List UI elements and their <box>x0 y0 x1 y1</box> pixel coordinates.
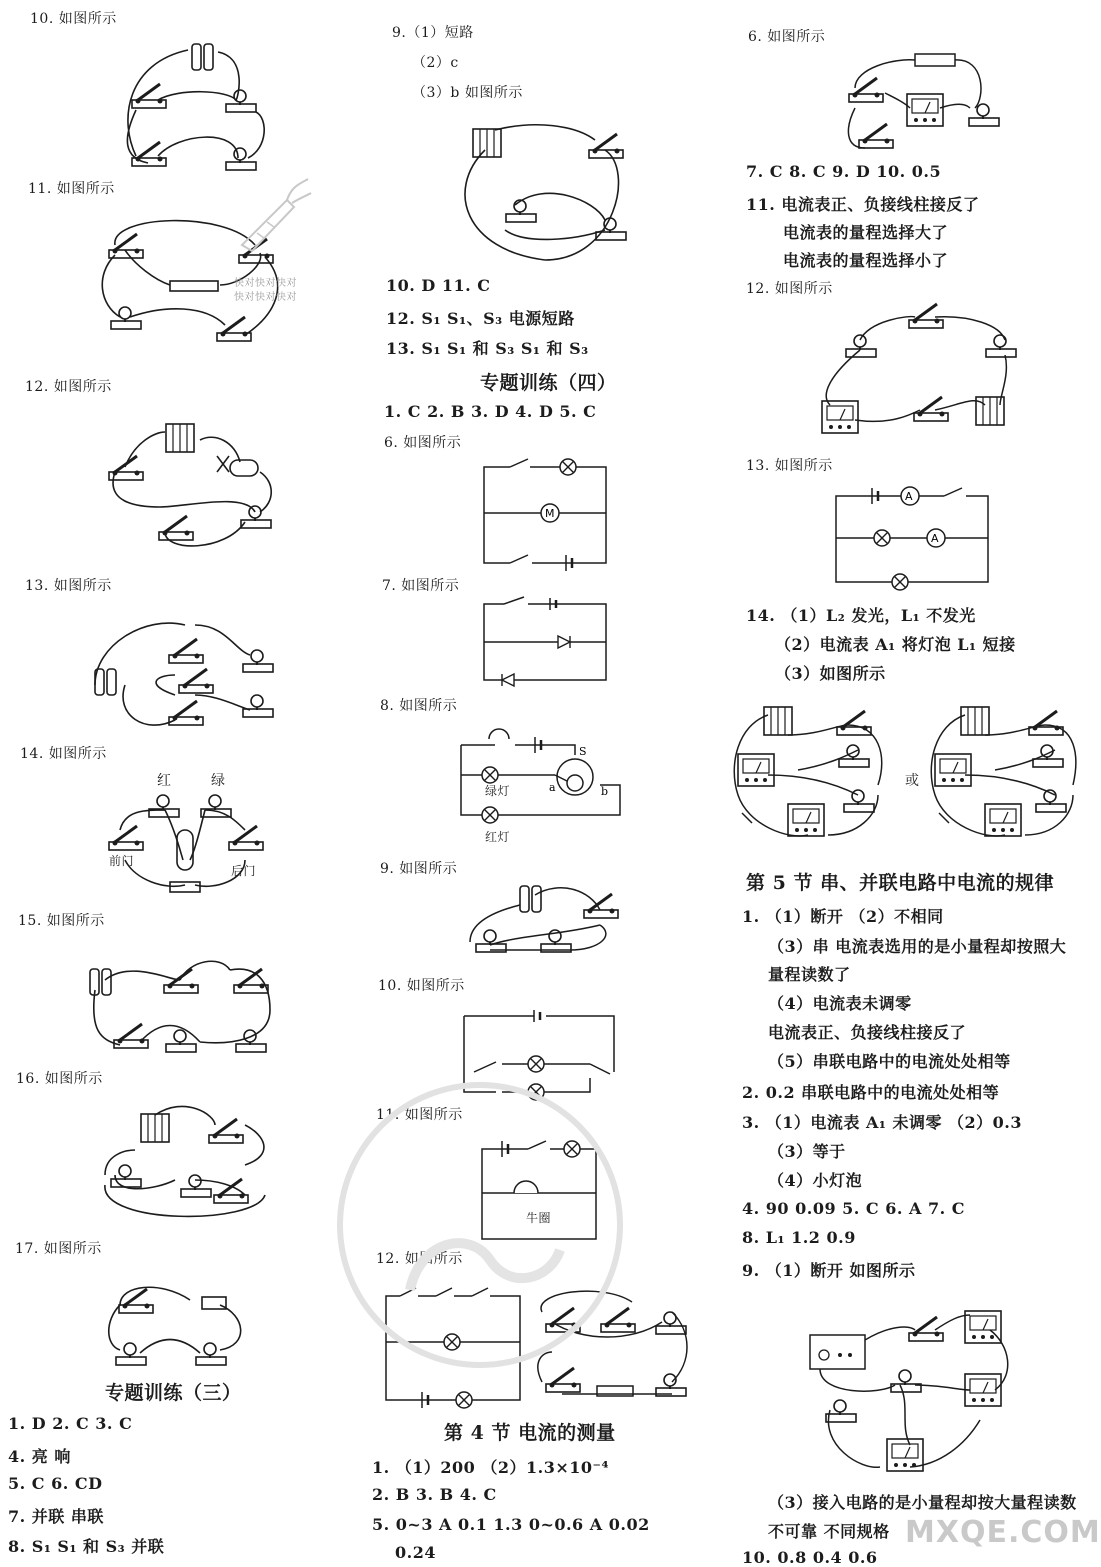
figure-practice4-q6-diagram <box>480 455 610 570</box>
fig14-back-door-label: 后门 <box>231 864 257 878</box>
col3-answers-7-10: 7. C 8. C 9. D 10. 0.5 <box>746 162 942 181</box>
q9-part2: （2）c <box>412 55 459 71</box>
practice4-q9: 9. 如图所示 <box>380 861 458 877</box>
practice4-q7: 7. 如图所示 <box>382 578 460 594</box>
fig8-red-lamp-label: 红灯 <box>485 830 511 844</box>
sec5-answer-9-part3: （3）接入电路的是小量程却按大量程读数 <box>768 1493 1077 1512</box>
sec5-answer-1d: （4）电流表未调零 <box>768 994 912 1013</box>
fig14-red-label: 红 <box>157 773 172 789</box>
watermark-carrot-icon <box>232 175 312 255</box>
section-title-practice-4: 专题训练（四） <box>480 372 617 394</box>
fig11-cattle-pen-label: 牛圈 <box>526 1211 552 1225</box>
question-16-label: 16. 如图所示 <box>16 1071 103 1087</box>
sec5-answer-9-part3-cont: 不可靠 不同规格 <box>768 1522 890 1541</box>
question-10-label: 10. 如图所示 <box>30 11 117 27</box>
answer-4: 4. 亮 响 <box>8 1447 71 1466</box>
sec5-answer-1b: （3）串 电流表选用的是小量程却按照大 <box>768 937 1067 956</box>
svg-text:a: a <box>549 781 556 794</box>
answer-7: 7. 并联 串联 <box>8 1507 104 1526</box>
figure-q10-circuit <box>118 38 278 170</box>
sec5-answers-4-7: 4. 90 0.09 5. C 6. A 7. C <box>742 1199 965 1218</box>
sec4-answers-2-4: 2. B 3. B 4. C <box>372 1485 497 1504</box>
figure-col3-q6-circuit <box>835 48 1005 153</box>
practice4-q10: 10. 如图所示 <box>378 978 465 994</box>
practice4-answers-1-5: 1. C 2. B 3. D 4. D 5. C <box>384 402 597 421</box>
watermark-site-text: MXQE.COM <box>905 1515 1101 1550</box>
col3-answer-11a: 11. 电流表正、负接线柱接反了 <box>746 195 980 214</box>
col3-answer-14b: （2）电流表 A₁ 将灯泡 L₁ 短接 <box>775 635 1016 654</box>
q9-part1: 9.（1）短路 <box>392 25 474 41</box>
figure-q14-circuit <box>95 770 275 900</box>
answers-5-6: 5. C 6. CD <box>8 1474 103 1493</box>
question-17-label: 17. 如图所示 <box>15 1241 102 1257</box>
figure-q12-circuit <box>95 412 285 562</box>
sec5-answer-1c: 量程读数了 <box>768 965 851 984</box>
col3-answer-14c: （3）如图所示 <box>775 664 886 683</box>
answers-1-3: 1. D 2. C 3. C <box>8 1414 133 1433</box>
figure-q17-circuit <box>100 1275 260 1370</box>
sec5-answer-3a: 3. （1）电流表 A₁ 未调零 （2）0.3 <box>742 1113 1023 1132</box>
question-13-label: 13. 如图所示 <box>25 578 112 594</box>
figure-q16-circuit <box>95 1095 285 1225</box>
col3-question-6-label: 6. 如图所示 <box>748 29 826 45</box>
answer-8: 8. S₁ S₁ 和 S₃ 并联 <box>8 1537 165 1556</box>
q9-part3: （3）b 如图所示 <box>412 85 523 101</box>
figure-sec5-q9-circuit <box>800 1295 1025 1485</box>
figure-practice4-q8-diagram <box>455 725 630 850</box>
fig8-green-lamp-label: 绿灯 <box>485 784 511 798</box>
svg-text:A: A <box>905 490 913 503</box>
figure-practice4-q7-diagram <box>480 598 610 686</box>
sec5-answer-10: 10. 0.8 0.4 0.6 <box>742 1548 878 1567</box>
sec5-answer-9: 9. （1）断开 如图所示 <box>742 1261 916 1280</box>
figure-practice4-q9-circuit <box>460 880 620 955</box>
fig14-front-door-label: 前门 <box>109 854 135 868</box>
question-14-label: 14. 如图所示 <box>20 746 107 762</box>
watermark-stamp-text-2: 快对快对快对 <box>234 292 297 303</box>
figure-col3-q14-circuit-b <box>925 695 1080 855</box>
figure-col3-q14-circuit-a <box>728 695 893 855</box>
sec5-answer-3c: （4）小灯泡 <box>768 1171 863 1190</box>
practice4-q8: 8. 如图所示 <box>380 698 458 714</box>
answer-12: 12. S₁ S₁、S₃ 电源短路 <box>386 309 575 328</box>
figure-q13-circuit <box>85 605 285 735</box>
sec5-answer-1e: 电流表正、负接线柱接反了 <box>768 1023 967 1042</box>
col3-question-13-label: 13. 如图所示 <box>746 458 833 474</box>
svg-text:b: b <box>601 785 609 798</box>
fig14-green-label: 绿 <box>211 773 226 789</box>
question-11-label: 11. 如图所示 <box>28 181 115 197</box>
practice4-q6: 6. 如图所示 <box>384 435 462 451</box>
sec5-answer-8: 8. L₁ 1.2 0.9 <box>742 1228 856 1247</box>
figure-q9-circuit <box>445 110 635 270</box>
question-15-label: 15. 如图所示 <box>18 913 105 929</box>
section-title-5-current-rules: 第 5 节 串、并联电路中电流的规律 <box>746 872 1055 894</box>
svg-text:M: M <box>545 507 555 520</box>
practice4-q12: 12. 如图所示 <box>376 1251 463 1267</box>
figure-col3-q13-diagram <box>832 482 992 590</box>
col3-answer-11b: 电流表的量程选择大了 <box>783 223 949 242</box>
watermark-circle-stamp <box>330 1060 630 1390</box>
col3-answer-14a: 14. （1）L₂ 发光，L₁ 不发光 <box>746 606 976 625</box>
sec5-answer-3b: （3）等于 <box>768 1142 846 1161</box>
question-12-label: 12. 如图所示 <box>25 379 112 395</box>
figure-q15-circuit <box>80 950 280 1060</box>
svg-text:A: A <box>931 532 939 545</box>
figure-col3-q12-circuit <box>810 295 1025 445</box>
sec5-answer-2: 2. 0.2 串联电路中的电流处处相等 <box>742 1083 1000 1102</box>
answers-10-11: 10. D 11. C <box>386 276 491 295</box>
col3-question-12-label: 12. 如图所示 <box>746 281 833 297</box>
section-title-practice-3: 专题训练（三） <box>105 1382 242 1404</box>
svg-text:S: S <box>579 745 587 758</box>
watermark-stamp-text: 快对快对快对 <box>234 278 297 289</box>
practice4-q11: 11. 如图所示 <box>376 1107 463 1123</box>
sec5-answer-1f: （5）串联电路中的电流处处相等 <box>768 1052 1011 1071</box>
col3-answer-11c: 电流表的量程选择小了 <box>783 251 949 270</box>
sec4-answer-5: 5. 0~3 A 0.1 1.3 0~0.6 A 0.02 <box>372 1515 650 1534</box>
sec4-answer-5-continued: 0.24 <box>395 1543 436 1562</box>
answer-13: 13. S₁ S₁ 和 S₃ S₁ 和 S₃ <box>386 339 589 358</box>
or-label: 或 <box>905 773 920 789</box>
section-title-4-current-measurement: 第 4 节 电流的测量 <box>444 1422 616 1444</box>
sec5-answer-1a: 1. （1）断开 （2）不相同 <box>742 907 944 926</box>
sec4-answer-1: 1. （1）200 （2）1.3×10⁻⁴ <box>372 1458 609 1477</box>
